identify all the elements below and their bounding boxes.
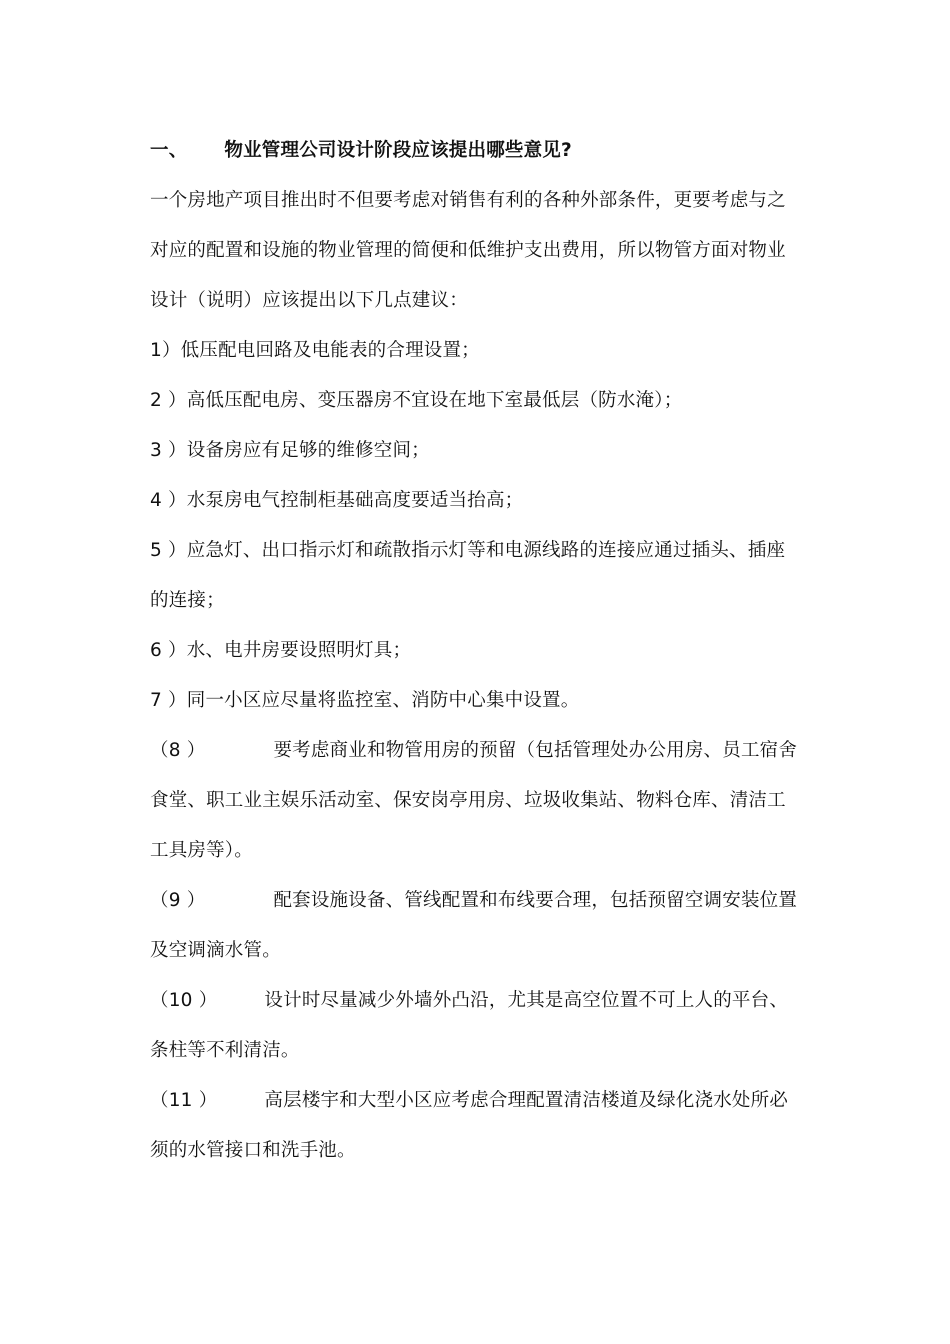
heading-text: 物业管理公司设计阶段应该提出哪些意见? <box>224 140 572 161</box>
list-item-1: 1）低压配电回路及电能表的合理设置； <box>150 340 480 361</box>
list-item-11-number: （11 ） <box>150 1090 218 1111</box>
list-item-2: 2 ）高低压配电房、变压器房不宜设在地下室最低层（防水淹）； <box>150 390 683 411</box>
intro-line-2: 对应的配置和设施的物业管理的简便和低维护支出费用，所以物管方面对物业 <box>150 240 786 261</box>
intro-line-1: 一个房地产项目推出时不但要考虑对销售有利的各种外部条件，更要考虑与之 <box>150 190 786 211</box>
list-item-6: 6 ）水、电井房要设照明灯具； <box>150 640 412 661</box>
list-item-8-text: 要考虑商业和物管用房的预留（包括管理处办公用房、员工宿舍 <box>273 740 798 761</box>
list-item-4: 4 ）水泵房电气控制柜基础高度要适当抬高； <box>150 490 524 511</box>
list-item-3: 3 ）设备房应有足够的维修空间； <box>150 440 430 461</box>
list-item-11-line-2: 须的水管接口和洗手池。 <box>150 1140 356 1161</box>
list-item-9-line-2: 及空调滴水管。 <box>150 940 281 961</box>
list-item-11-line-1 <box>150 1088 788 1114</box>
list-item-8-line-3: 工具房等）。 <box>150 840 253 861</box>
list-item-8-line-2: 食堂、职工业主娱乐活动室、保安岗亭用房、垃圾收集站、物料仓库、清洁工 <box>150 790 786 811</box>
list-item-9-number: （9 ） <box>150 890 206 911</box>
list-item-5-line-2: 的连接； <box>150 590 225 611</box>
list-item-9-line-1 <box>150 888 797 914</box>
list-item-10-line-1 <box>150 988 788 1014</box>
list-item-10-number: （10 ） <box>150 990 218 1011</box>
heading-marker: 一、 <box>150 140 188 161</box>
list-item-10-line-2: 条柱等不利清洁。 <box>150 1040 300 1061</box>
list-item-7: 7 ）同一小区应尽量将监控室、消防中心集中设置。 <box>150 690 580 711</box>
list-item-8-line-1 <box>150 738 797 764</box>
intro-line-3: 设计（说明）应该提出以下几点建议： <box>150 290 468 311</box>
list-item-9-text: 配套设施设备、管线配置和布线要合理，包括预留空调安装位置 <box>273 890 798 911</box>
list-item-11-text: 高层楼宇和大型小区应考虑合理配置清洁楼道及绿化浇水处所必 <box>264 1090 789 1111</box>
list-item-10-text: 设计时尽量减少外墙外凸沿，尤其是高空位置不可上人的平台、 <box>264 990 789 1011</box>
list-item-8-number: （8 ） <box>150 740 206 761</box>
section-heading <box>150 138 572 164</box>
list-item-5-line-1: 5 ）应急灯、出口指示灯和疏散指示灯等和电源线路的连接应通过插头、插座 <box>150 540 786 561</box>
